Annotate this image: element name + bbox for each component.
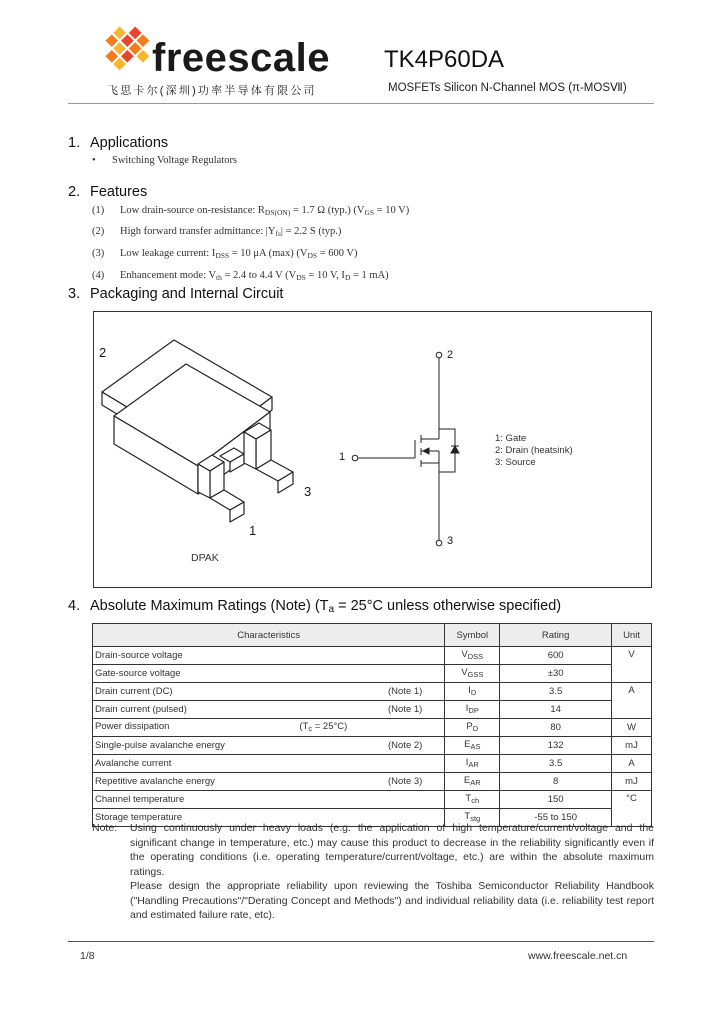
applications-item: • Switching Voltage Regulators [92, 155, 238, 166]
feature-item: (4) Enhancement mode: $V_{th} = 2.4$ to 4.4 V ($V_{DS} = 10$ V, $I_D = 1$ mA) [92, 270, 389, 282]
pin-legend [495, 433, 573, 469]
table-row: Drain current (pulsed) (Note 1) $I_{DP}$ 14 [93, 701, 652, 719]
circuit-source-pin-label: 3 [447, 535, 454, 547]
header-divider [68, 103, 654, 104]
pin-legend-source: 3: Source [495, 457, 536, 468]
package-pin-1-label: 1 [249, 523, 257, 538]
section-features-title: 2. Features [68, 184, 148, 200]
table-row: Repetitive avalanche energy (Note 3) $E_{AR}$ 8 mJ [93, 773, 652, 791]
part-number: TK4P60DA [384, 46, 505, 73]
feature-item: (1) Low drain-source on-resistance: $R_{DS(ON)} = 1.7$ Ω (typ.) ($V_{GS} = 10$ V) [92, 205, 410, 217]
table-row: Channel temperature $T_{ch}$ 150 °C [93, 791, 652, 809]
mosfet-circuit-symbol [345, 345, 475, 550]
brand-chinese-name: 飞思卡尔(深圳)功率半导体有限公司 [107, 85, 317, 97]
page-number: 1/8 [80, 950, 95, 962]
column-header: Rating [500, 624, 612, 647]
table-row: Storage temperature $T_{stg}$ -55 to 150 [93, 809, 652, 827]
table-row: Drain-source voltage $V_{DSS}$ 600 V [93, 647, 652, 665]
absolute-max-ratings-table [92, 623, 652, 827]
table-row: Gate-source voltage $V_{GSS}$ ±30 [93, 665, 652, 683]
circuit-drain-pin-label: 2 [447, 349, 454, 361]
pin-legend-gate: 1: Gate [495, 433, 527, 444]
pin-legend-drain: 2: Drain (heatsink) [495, 445, 573, 456]
brand-name: freescale [152, 36, 330, 80]
column-header: Characteristics [93, 624, 445, 647]
section-packaging-title: 3. Packaging and Internal Circuit [68, 286, 284, 302]
column-header: Symbol [445, 624, 500, 647]
feature-item: (2) High forward transfer admittance: $|Y_{fs}| = 2.2$ S (typ.) [92, 226, 342, 238]
table-row: Drain current (DC) (Note 1) $I_D$ 3.5 A [93, 683, 652, 701]
note-label: Note: [92, 822, 118, 834]
footer-url-link[interactable]: www.freescale.net.cn [528, 950, 628, 962]
package-name-label: DPAK [191, 552, 219, 564]
package-pin-2-label: 2 [99, 345, 107, 360]
circuit-gate-pin-label: 1 [339, 451, 346, 463]
column-header: Unit [612, 624, 652, 647]
section-applications-title: 1. Applications [68, 135, 169, 151]
table-row: Single-pulse avalanche energy (Note 2) $E_{AS}$ 132 mJ [93, 737, 652, 755]
table-row: Avalanche current $I_{AR}$ 3.5 A [93, 755, 652, 773]
note-paragraph-2: Please design the appropriate reliability upon reviewing the Toshiba Semiconductor Reliability Handbook ("Handling Precautions"/"Derating Concept and Methods") and individual reliability data (i.e. reliability test report and estimated failure rate, etc). [130, 880, 654, 921]
part-subtitle: MOSFETs Silicon N-Channel MOS (π-MOSⅦ) [388, 82, 627, 94]
table-header-row [93, 624, 652, 647]
table-row: Power dissipation $(T_c = 25^\circ C)$ $P_D$ 80 W [93, 719, 652, 737]
note-paragraph-1: Using continuously under heavy loads (e.g. the application of high temperature/current/voltage and the significant change in temperature, etc.) may cause this product to decrease in the reliability significantly even if the operating conditions (i.e. operating temperature/current/voltage, etc.) are within the absolute maximum ratings. [130, 822, 654, 878]
freescale-logo-icon [88, 18, 154, 86]
dpak-package-drawing [94, 312, 334, 562]
ratings-note [92, 821, 654, 923]
footer-divider [68, 941, 654, 942]
package-pin-3-label: 3 [304, 484, 312, 499]
section-ratings-title: 4. Absolute Maximum Ratings (Note) ($T_a = 25^\circ C$ unless otherwise specified) [68, 598, 562, 615]
feature-item: (3) Low leakage current: $I_{DSS} = 10$ μA (max) ($V_{DS} = 600$ V) [92, 248, 358, 260]
